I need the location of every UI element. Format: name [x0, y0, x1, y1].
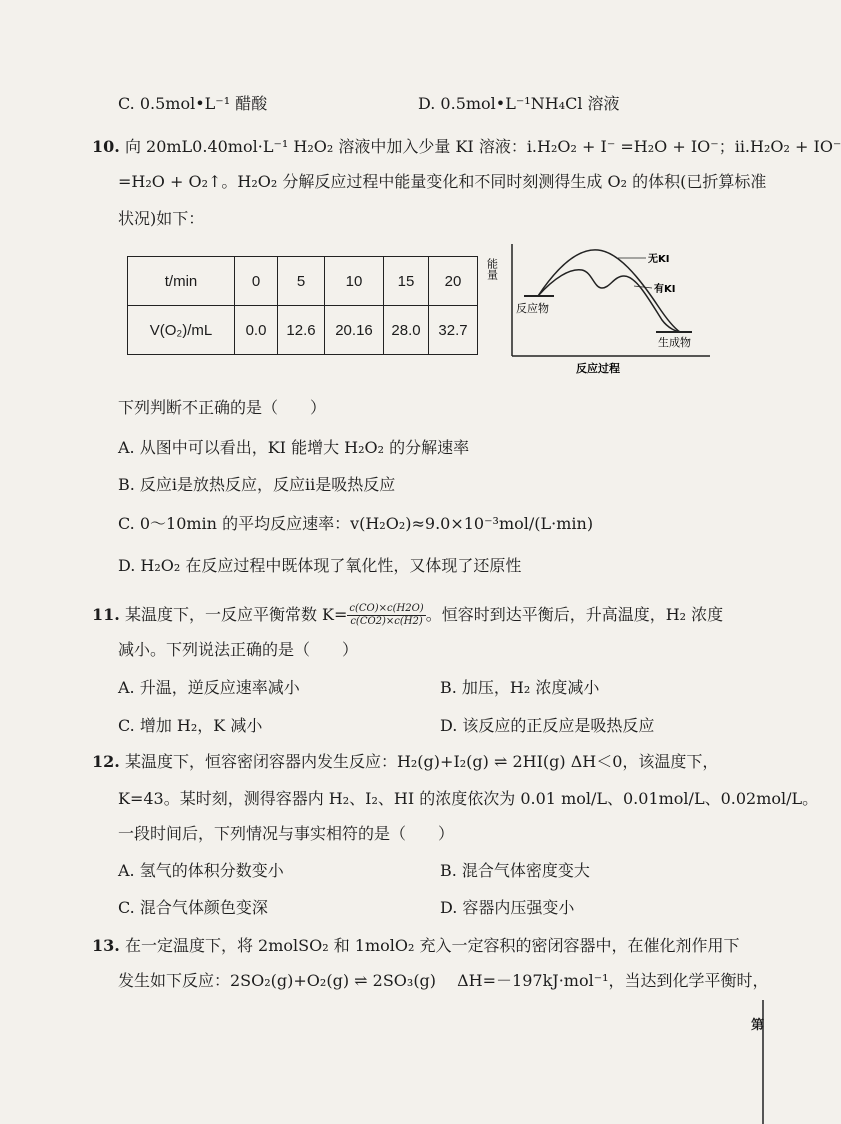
page-margin-label: 第: [750, 1018, 764, 1033]
table-cell: 20.16: [325, 306, 384, 355]
q10-number: 10.: [92, 137, 120, 156]
q10-option-a: A. 从图中可以看出，KI 能增大 H₂O₂ 的分解速率: [118, 438, 470, 457]
q13-number: 13.: [92, 936, 120, 955]
table-cell: t/min: [128, 257, 235, 306]
label-no-ki: 无KI: [648, 254, 670, 265]
table-cell: 28.0: [384, 306, 429, 355]
q11-stem1b: 。恒容时到达平衡后，升高温度，H₂ 浓度: [425, 605, 724, 624]
q10-stem-line1: [92, 137, 841, 157]
q12-option-a: A. 氢气的体积分数变小: [118, 861, 284, 880]
table-row: [128, 306, 478, 355]
table-cell: 10: [325, 257, 384, 306]
curve-with-ki: [538, 270, 682, 332]
q12-stem1-text: 某温度下，恒容密闭容器内发生反应：H₂(g)+I₂(g) ⇌ 2HI(g) ΔH＜0，该温度下，: [124, 752, 719, 771]
q12-stem-line2: K=43。某时刻，测得容器内 H₂、I₂、HI 的浓度依次为 0.01 mol/L、0.01mol/L、0.02mol/L。: [118, 789, 819, 808]
q9-option-d: D. 0.5mol•L⁻¹NH₄Cl 溶液: [418, 94, 620, 113]
q12-option-d: D. 容器内压强变小: [440, 898, 575, 917]
table-cell: 0: [235, 257, 278, 306]
table-cell: 12.6: [278, 306, 325, 355]
product-label: 生成物: [658, 336, 691, 349]
q11-number: 11.: [92, 605, 120, 624]
table-cell: 5: [278, 257, 325, 306]
table-cell: 20: [429, 257, 478, 306]
q10-stem-line2: =H₂O + O₂↑。H₂O₂ 分解反应过程中能量变化和不同时刻测得生成 O₂ 的体积(已折算标准: [118, 172, 767, 191]
leader-line-ki: [634, 286, 652, 288]
x-axis-label: 反应过程: [576, 362, 620, 375]
fraction-numerator: c(CO)×c(H2O): [349, 603, 424, 614]
q13-stem1-text: 在一定温度下，将 2molSO₂ 和 1molO₂ 充入一定容积的密闭容器中，在催化剂作用下: [124, 936, 740, 955]
table-row: [128, 257, 478, 306]
fraction-denominator: c(CO2)×c(H2): [350, 616, 423, 627]
q10-stem1-text: 向 20mL0.40mol·L⁻¹ H₂O₂ 溶液中加入少量 KI 溶液：i.H₂O₂ + I⁻ =H₂O + IO⁻；ii.H₂O₂ + IO⁻: [124, 137, 841, 156]
q10-option-d: D. H₂O₂ 在反应过程中既体现了氧化性，又体现了还原性: [118, 556, 522, 575]
q12-number: 12.: [92, 752, 120, 771]
table-cell: 32.7: [429, 306, 478, 355]
table-cell: V(O₂)/mL: [128, 306, 235, 355]
q10-data-table: [127, 256, 478, 355]
q10-option-b: B. 反应i是放热反应，反应ii是吸热反应: [118, 475, 396, 494]
q12-option-c: C. 混合气体颜色变深: [118, 898, 268, 917]
equilibrium-constant-fraction: [347, 603, 425, 628]
q12-stem-line1: [92, 752, 718, 772]
label-ki: 有KI: [654, 284, 676, 295]
table-cell: 15: [384, 257, 429, 306]
q13-stem-line2: 发生如下反应：2SO₂(g)+O₂(g) ⇌ 2SO₃(g) ΔH=－197kJ·mol⁻¹，当达到化学平衡时，: [118, 971, 769, 990]
q13-stem-line1: [92, 936, 740, 956]
q11-stem1a: 某温度下，一反应平衡常数 K=: [124, 605, 348, 624]
q10-prompt: 下列判断不正确的是（ ）: [118, 398, 327, 417]
y-axis-label-1: 能量: [485, 258, 499, 280]
q11-stem-line1: [92, 600, 723, 630]
reactant-label: 反应物: [516, 302, 549, 315]
q12-stem-line3: 一段时间后，下列情况与事实相符的是（ ）: [118, 824, 455, 843]
q11-option-a: A. 升温，逆反应速率减小: [118, 678, 300, 697]
q10-option-c: C. 0～10min 的平均反应速率：v(H₂O₂)≈9.0×10⁻³mol/(L·min): [118, 514, 594, 533]
q11-option-c: C. 增加 H₂，K 减小: [118, 716, 263, 735]
q9-option-c: C. 0.5mol•L⁻¹ 醋酸: [118, 94, 268, 113]
q11-stem-line2: 减小。下列说法正确的是（ ）: [118, 640, 359, 659]
q12-option-b: B. 混合气体密度变大: [440, 861, 590, 880]
q10-stem-line3: 状况)如下：: [118, 209, 205, 228]
energy-profile-diagram: [485, 236, 718, 376]
q11-option-d: D. 该反应的正反应是吸热反应: [440, 716, 655, 735]
q11-option-b: B. 加压，H₂ 浓度减小: [440, 678, 600, 697]
table-cell: 0.0: [235, 306, 278, 355]
